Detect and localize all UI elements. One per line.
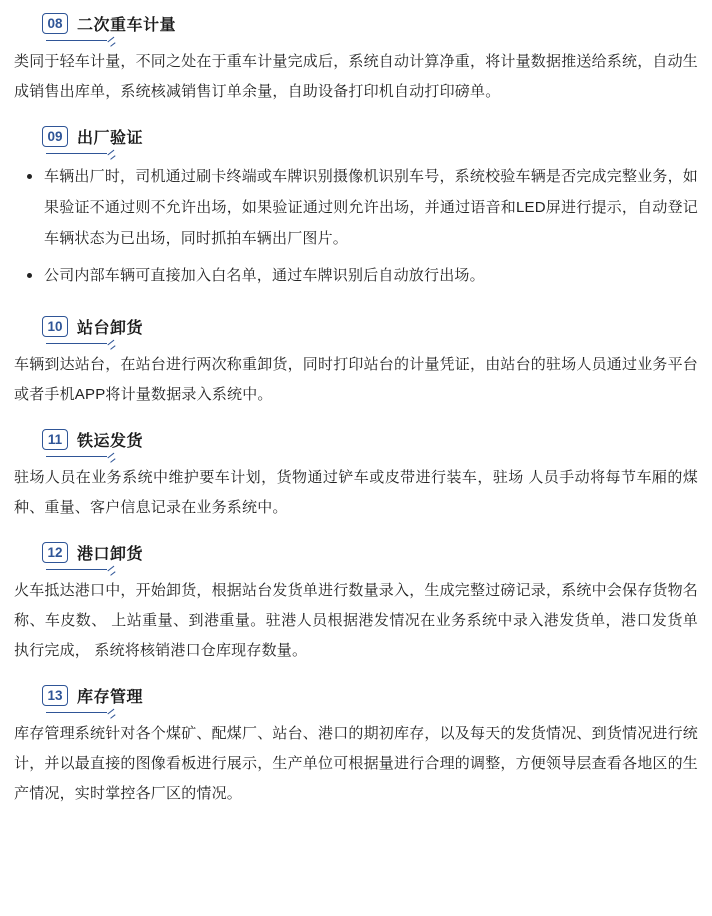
list-item: 公司内部车辆可直接加入白名单，通过车牌识别后自动放行出场。: [14, 260, 698, 291]
section-title: 站台卸货: [77, 320, 144, 337]
section-spacer: [0, 523, 712, 541]
section-paragraph: 驻场人员在业务系统中维护要车计划，货物通过铲车或皮带进行装车，驻场 人员手动将每节车厢的煤种、重量、客户信息记录在业务系统中。: [14, 469, 698, 516]
section-heading: [42, 428, 143, 454]
section-title: 库存管理: [77, 689, 144, 706]
heading-tail-decoration: [107, 338, 119, 350]
section-heading: [42, 12, 176, 38]
heading-underline: [46, 456, 107, 457]
document-section: [0, 12, 712, 107]
section-heading-inner: [42, 541, 143, 567]
section-number-badge: 13: [42, 685, 68, 706]
heading-underline: [46, 569, 107, 570]
section-title: 铁运发货: [77, 433, 144, 450]
heading-underline: [46, 712, 107, 713]
section-heading-inner: [42, 125, 143, 151]
section-heading: [42, 541, 143, 567]
document-section: [0, 541, 712, 666]
heading-tail-decoration: [107, 707, 119, 719]
section-number-badge: 08: [42, 13, 68, 34]
heading-underline: [46, 153, 107, 154]
section-paragraph: 车辆到达站台，在站台进行两次称重卸货，同时打印站台的计量凭证，由站台的驻场人员通过业务平台或者手机APP将计量数据录入系统中。: [14, 356, 699, 403]
heading-underline: [46, 343, 107, 344]
list-item: 车辆出厂时，司机通过刷卡终端或车牌识别摄像机识别车号，系统校验车辆是否完成完整业务，如果验证不通过则不允许出场，如果验证通过则允许出场，并通过语音和LED屏进行提示，自动登记车辆状态为已出场，同时抓拍车辆出厂图片。: [14, 161, 698, 254]
section-bullet-list: [14, 161, 698, 291]
heading-tail-decoration: [107, 451, 119, 463]
section-spacer: [0, 107, 712, 125]
section-paragraph: 火车抵达港口中，开始卸货，根据站台发货单进行数量录入，生成完整过磅记录，系统中会保存货物名称、车皮数、 上站重量、到港重量。驻港人员根据港发情况在业务系统中录入港发货单，港口发货单执行完成， 系统将核销港口仓库现存数量。: [14, 582, 699, 659]
heading-tail-decoration: [107, 564, 119, 576]
section-heading-inner: [42, 684, 143, 710]
section-spacer: [0, 0, 712, 12]
section-title: 二次重车计量: [77, 17, 177, 34]
section-spacer: [0, 410, 712, 428]
section-number-badge: 12: [42, 542, 68, 563]
section-heading: [42, 684, 143, 710]
section-heading: [42, 125, 143, 151]
document-section: [0, 125, 712, 291]
section-title: 港口卸货: [77, 546, 144, 563]
heading-tail-decoration: [107, 148, 119, 160]
document-section: [0, 428, 712, 523]
heading-tail-decoration: [107, 35, 119, 47]
document-section: [0, 684, 712, 809]
section-heading: [42, 315, 143, 341]
section-heading-inner: [42, 315, 143, 341]
section-paragraph: 类同于轻车计量，不同之处在于重车计量完成后，系统自动计算净重，将计量数据推送给系统，自动生成销售出库单，系统核减销售订单余量，自助设备打印机自动打印磅单。: [14, 53, 699, 100]
heading-underline: [46, 40, 107, 41]
section-number-badge: 10: [42, 316, 68, 337]
section-spacer: [0, 297, 712, 315]
section-heading-inner: [42, 428, 143, 454]
section-paragraph: 库存管理系统针对各个煤矿、配煤厂、站台、港口的期初库存，以及每天的发货情况、到货情况进行统计，并以最直接的图像看板进行展示，生产单位可根据量进行合理的调整，方便领导层查看各地区的生产情况，实时掌控各厂区的情况。: [14, 725, 699, 802]
section-title: 出厂验证: [77, 130, 144, 147]
section-number-badge: 09: [42, 126, 68, 147]
section-number-badge: 11: [42, 429, 68, 450]
section-spacer: [0, 666, 712, 684]
document-section: [0, 315, 712, 410]
